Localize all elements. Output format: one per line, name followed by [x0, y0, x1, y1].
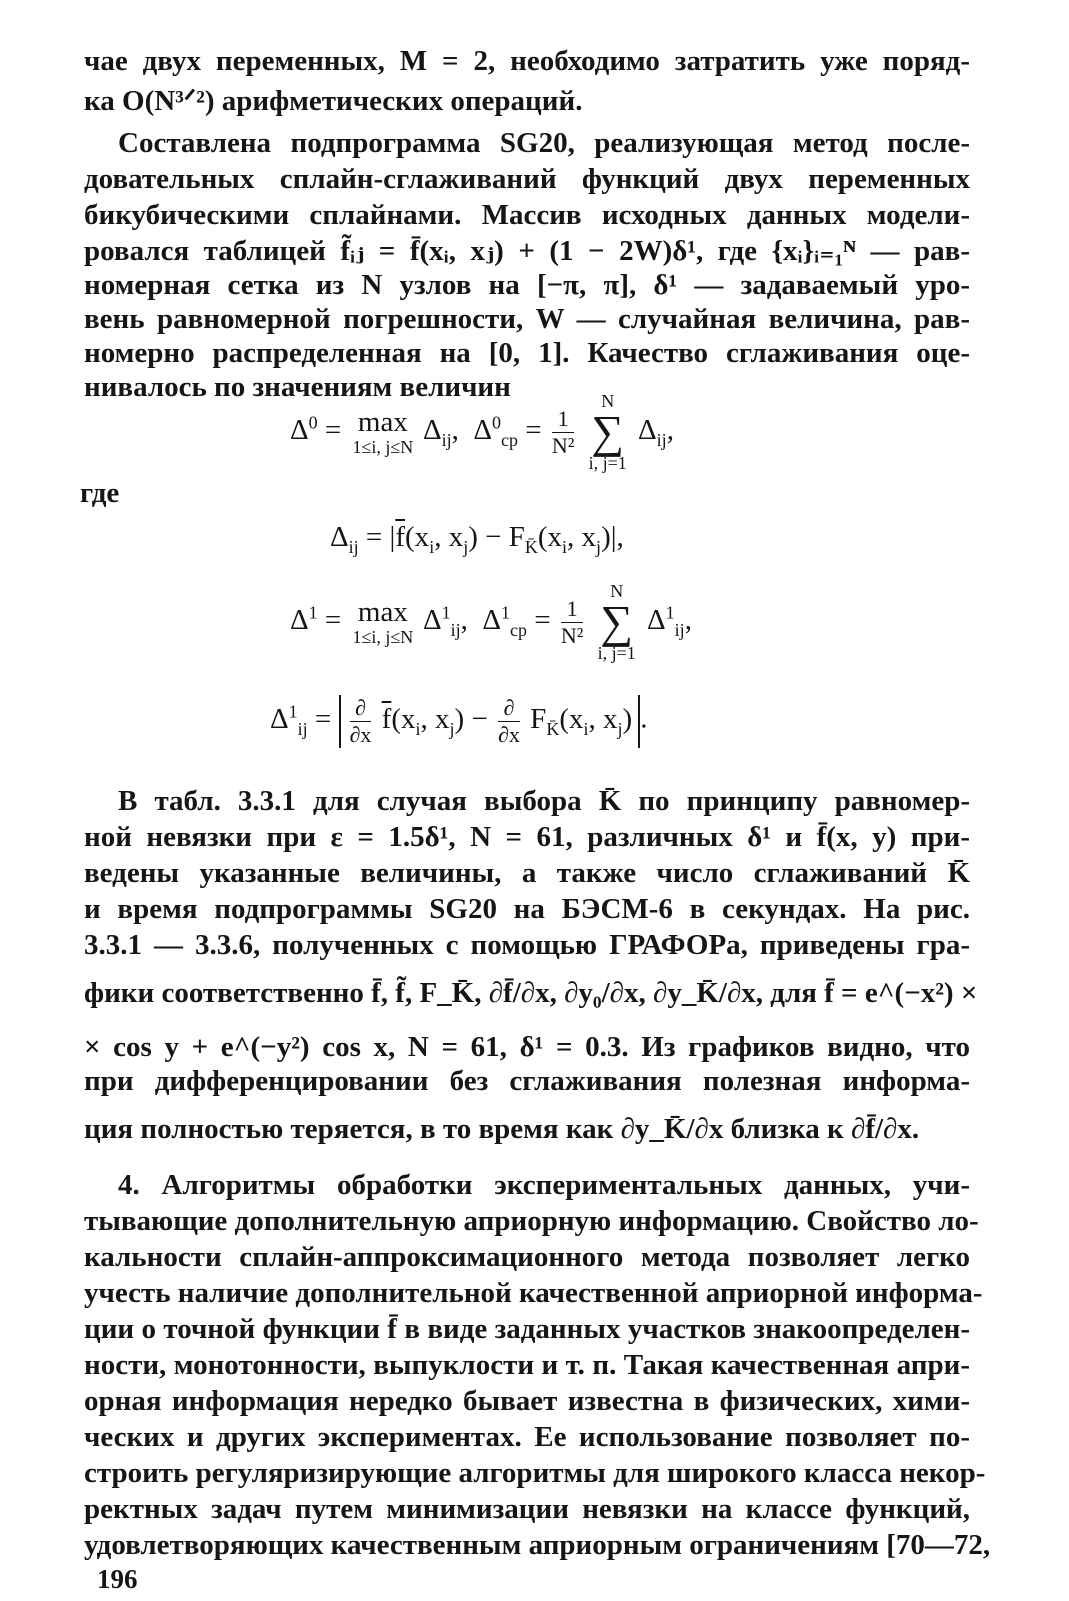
text-line: 3.3.1 — 3.3.6, полученных с помощью ГРАФОРа, приведены гра-: [84, 929, 970, 961]
text-line: ведены указанные величины, а также число сглаживаний K̄: [84, 857, 970, 889]
text-line: ности, монотонности, выпуклости и т. п. Такая качественная апри-: [84, 1349, 970, 1381]
text-line-italic: 4. Алгоритмы обработки экспериментальных данных, учи-: [118, 1169, 970, 1201]
text-line: учесть наличие дополнительной качественной априорной информа-: [84, 1277, 983, 1309]
text-where: где: [80, 477, 120, 509]
text-line: строить регуляризирующие алгоритмы для широкого класса некор-: [84, 1457, 986, 1489]
text-line: ровался таблицей f̃ᵢⱼ = f̄(xᵢ, xⱼ) + (1 − 2W)δ¹, где {xᵢ}ᵢ₌₁ᴺ — рав-: [84, 235, 970, 267]
text-line: × cos y + e^(−y²) cos x, N = 61, δ¹ = 0.3. Из графиков видно, что: [84, 1031, 970, 1063]
formula-delta1-ij: $\Delta^1_{ij}$ = $\frac{\partial}{\partial x}$ $\overline{f}(x_i$, $x_j$) − $\frac{\partial}{\partial x}$ $F_{K̄}(x_i$, $x_j$) .: [270, 694, 648, 747]
text-line: ка O(N³ᐟ²) арифметических операций.: [84, 85, 583, 117]
text-line: бикубическими сплайнами. Массив исходных данных модели-: [84, 199, 970, 231]
text-line: фики соответственно f̄, f̃, F_K̄, ∂f̄/∂x, ∂y₀/∂x, ∂y_K̄/∂x, для f̄ = e^(−x²) ×: [84, 977, 978, 1009]
text-line: и время подпрограммы SG20 на БЭСМ-6 в секундах. На рис.: [84, 893, 970, 925]
text-line: ция полностью теряется, в то время как ∂y_K̄/∂x близка к ∂f̄/∂x.: [84, 1113, 920, 1145]
text-line: Составлена подпрограмма SG20, реализующая метод после-: [118, 127, 970, 159]
page-number: 196: [97, 1564, 138, 1594]
text-line: орная информация нередко бывает известна в физических, хими-: [84, 1385, 970, 1417]
formula-delta0: $\Delta^0$ = max 1≤i, j≤N $\Delta_{ij}$, $\Delta^0_{ср}$ = $\frac{1}{\text{N²}}$ N ∑ i, j=1 $\Delta_{ij}$,: [290, 391, 674, 473]
text-line: номерно распределенная на [0, 1]. Качество сглаживания оце-: [84, 337, 970, 369]
formula-delta1: $\Delta^1$ = max 1≤i, j≤N $\Delta^1_{ij}$, $\Delta^1_{ср}$ = $\frac{1}{\text{N²}}$ N ∑ i, j=1 $\Delta^1_{ij}$,: [290, 581, 692, 663]
text-line: чае двух переменных, M = 2, необходимо затратить уже поряд-: [84, 45, 970, 77]
text-line: номерная сетка из N узлов на [−π, π], δ¹ — задаваемый уро-: [84, 269, 970, 301]
text-line: удовлетворяющих качественным априорным ограничениям [70—72,: [84, 1529, 991, 1561]
text-line: тывающие дополнительную априорную информацию. Свойство ло-: [84, 1205, 979, 1237]
text-line: ректных задач путем минимизации невязки на классе функций,: [84, 1493, 970, 1525]
formula-delta-ij: $\Delta_{ij} = |\overline{f}(x_i$, $x_j) - F_{K̄}(x_i$, $x_j)|$,: [330, 521, 624, 557]
text-line: довательных сплайн-сглаживаний функций двух переменных: [84, 163, 970, 195]
text-line: кальности сплайн-аппроксимационного метода позволяет легко: [84, 1241, 970, 1273]
text-line: ции о точной функции f̄ в виде заданных участков знакоопределен-: [84, 1313, 970, 1345]
text-line: нивалось по значениям величин: [84, 371, 511, 403]
text-line: В табл. 3.3.1 для случая выбора K̄ по принципу равномер-: [118, 785, 970, 817]
text-line: ческих и других экспериментах. Ее использование позволяет по-: [84, 1421, 970, 1453]
text-line: при дифференцировании без сглаживания полезная информа-: [84, 1065, 970, 1097]
text-line: вень равномерной погрешности, W — случайная величина, рав-: [84, 303, 970, 335]
text-line: ной невязки при ε = 1.5δ¹, N = 61, различных δ¹ и f̄(x, y) при-: [84, 821, 970, 853]
